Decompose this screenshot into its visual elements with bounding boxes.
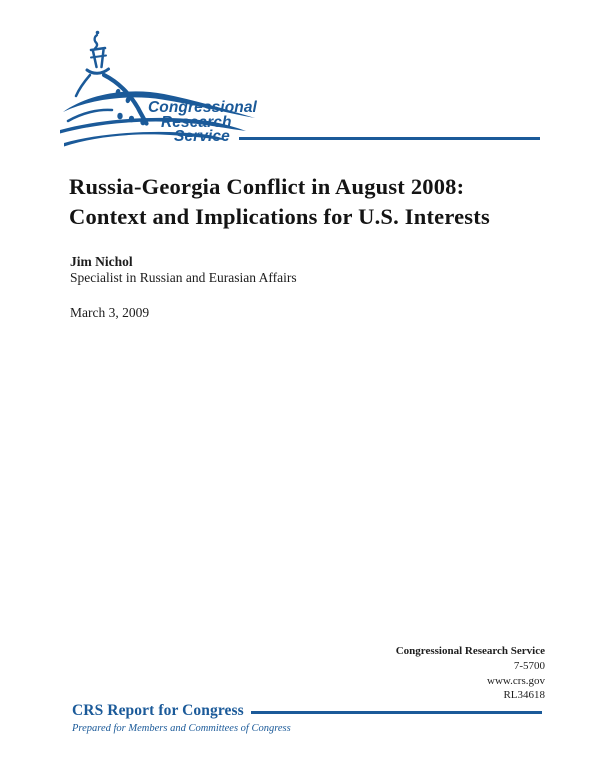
header-rule	[239, 137, 540, 140]
report-id: RL34618	[503, 689, 545, 702]
publisher-phone: 7-5700	[513, 659, 545, 672]
wordmark-line-research: Research	[161, 113, 232, 131]
author-role: Specialist in Russian and Eurasian Affairs	[70, 269, 297, 285]
wordmark-line-congressional: Congressional	[148, 99, 257, 116]
report-title-line2: Context and Implications for U.S. Interests	[69, 204, 490, 229]
report-date: March 3, 2009	[70, 305, 150, 320]
publisher-website: www.crs.gov	[487, 674, 545, 687]
footer-tagline: Prepared for Members and Committees of Congress	[72, 723, 291, 734]
wordmark-line-service: Service	[174, 128, 230, 145]
report-title	[69, 172, 490, 232]
footer-rule	[251, 711, 542, 714]
report-title-line1: Russia-Georgia Conflict in August 2008:	[69, 174, 465, 199]
author-name: Jim Nichol	[70, 254, 133, 269]
footer	[72, 702, 542, 734]
crs-wordmark	[148, 101, 540, 145]
publisher-info-block	[396, 644, 545, 703]
author-block	[70, 254, 297, 285]
publisher-org: Congressional Research Service	[395, 645, 545, 657]
footer-title: CRS Report for Congress	[72, 702, 244, 719]
